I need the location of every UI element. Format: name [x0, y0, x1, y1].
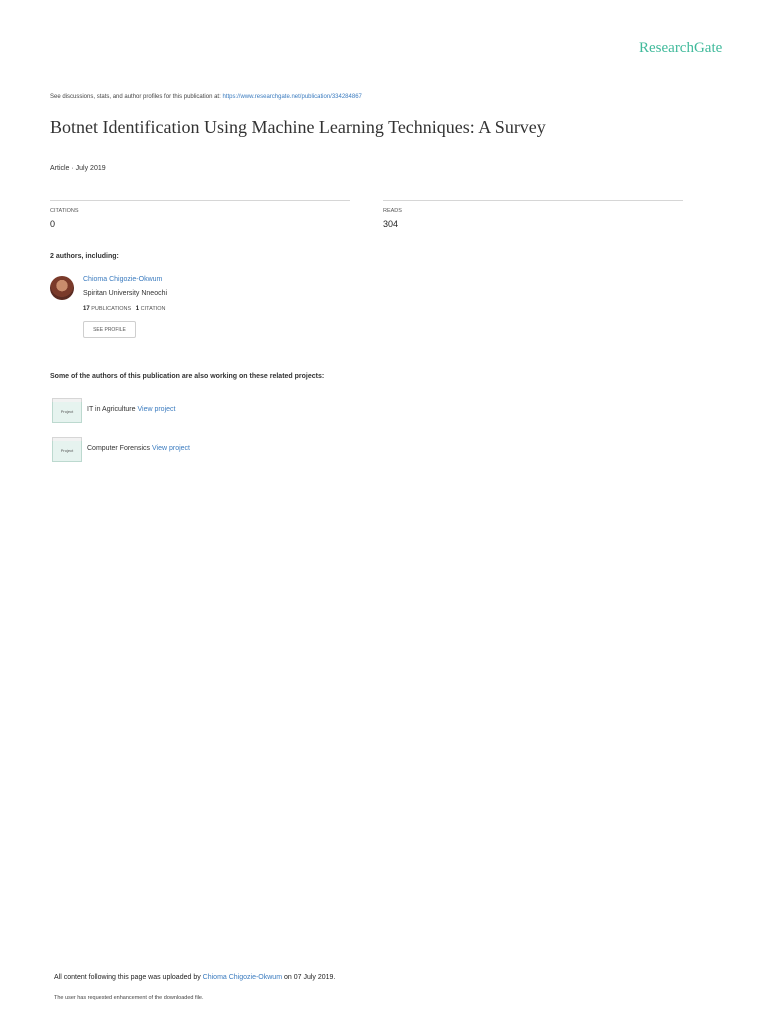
footer-upload-line	[54, 974, 335, 981]
project-icon[interactable]	[52, 401, 82, 423]
publication-link[interactable]: https://www.researchgate.net/publication/334284867	[222, 94, 362, 100]
divider	[50, 200, 350, 201]
project-item	[87, 406, 175, 413]
reads-label: READS	[383, 208, 402, 214]
upload-suffix: on 07 July 2019.	[283, 974, 336, 981]
citations-label: CITATIONS	[50, 208, 79, 214]
researchgate-logo[interactable]: ResearchGate	[639, 40, 723, 56]
citations-label: CITATION	[140, 306, 166, 312]
project-name: IT in Agriculture	[87, 406, 136, 413]
view-project-link[interactable]: View project	[137, 406, 176, 413]
divider	[383, 200, 683, 201]
see-profile-button[interactable]: SEE PROFILE	[83, 321, 136, 338]
publication-title: Botnet Identification Using Machine Learning Techniques: A Survey	[50, 117, 546, 137]
avatar[interactable]	[50, 276, 74, 300]
publications-count: 17	[83, 306, 90, 312]
discussion-text: See discussions, stats, and author profiles for this publication at:	[50, 94, 221, 100]
footer-note: The user has requested enhancement of the downloaded file.	[54, 995, 204, 1001]
author-name-link[interactable]: Chioma Chigozie-Okwum	[83, 276, 163, 283]
reads-value: 304	[383, 219, 399, 229]
uploader-link[interactable]: Chioma Chigozie-Okwum	[202, 974, 283, 981]
project-icon-label: Project	[60, 448, 74, 453]
citations-value: 0	[50, 219, 56, 229]
project-name: Computer Forensics	[87, 445, 151, 452]
project-item	[87, 445, 190, 452]
citations-count: 1	[135, 306, 140, 312]
author-institution: Spiritan University Nneochi	[83, 290, 168, 297]
projects-heading: Some of the authors of this publication are also working on these related projects:	[50, 373, 325, 380]
discussion-line	[50, 94, 362, 100]
author-stats	[83, 306, 165, 312]
publications-label: PUBLICATIONS	[91, 306, 132, 312]
upload-prefix: All content following this page was uploaded by	[54, 974, 201, 981]
authors-heading: 2 authors, including:	[50, 253, 119, 260]
project-icon-label: Project	[60, 409, 74, 414]
publication-meta: Article · July 2019	[50, 165, 106, 172]
project-icon[interactable]	[52, 440, 82, 462]
view-project-link[interactable]: View project	[151, 445, 190, 452]
